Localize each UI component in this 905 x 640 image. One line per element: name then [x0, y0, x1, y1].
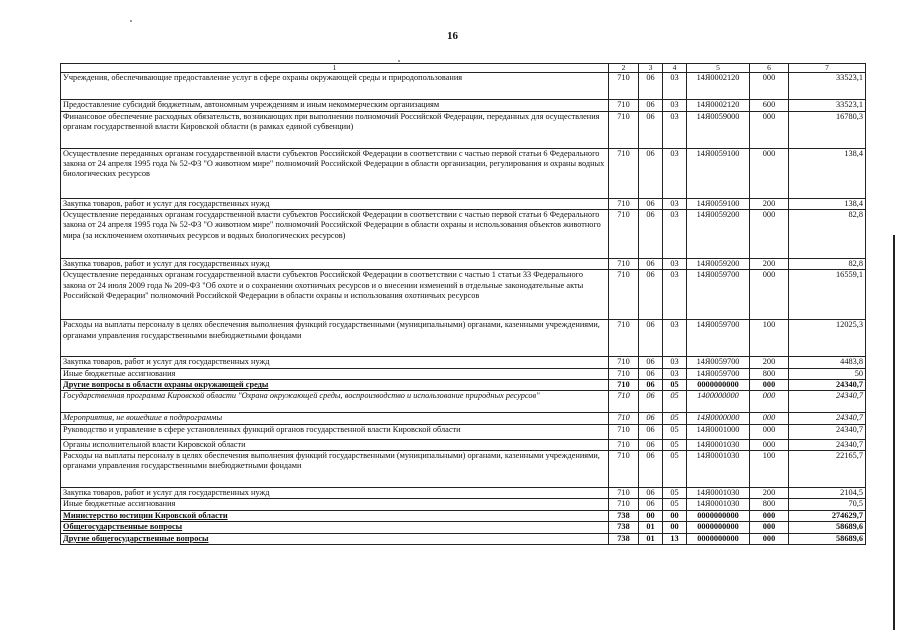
expense-type-cell: 200	[750, 357, 789, 368]
expense-type-cell: 200	[750, 198, 789, 209]
subsection-code-cell: 00	[663, 510, 687, 521]
scan-speck	[398, 60, 400, 62]
target-article-cell: 14Я0001030	[687, 488, 750, 499]
expense-name-cell: Осуществление переданных органам государственной власти субъектов Российской Федерации в соответствии с частью первой статьи 6 Федерального закона от 24 апреля 1995 года № 52-ФЗ "О животном мире" полномочий Российской Федерации в области организации, регулирования и охраны водных биологических ресурсов	[61, 148, 609, 198]
target-article-cell: 14Я0059200	[687, 209, 750, 258]
amount-cell: 16559,1	[789, 270, 866, 320]
table-row	[61, 270, 866, 320]
table-row	[61, 391, 866, 413]
expense-type-cell: 000	[750, 510, 789, 521]
target-article-cell: 14Я0059000	[687, 111, 750, 148]
target-article-cell: 14Я0002120	[687, 73, 750, 100]
admin-code-cell: 710	[609, 198, 639, 209]
table-row	[61, 73, 866, 100]
section-code-cell: 06	[639, 424, 663, 439]
section-code-cell: 06	[639, 100, 663, 111]
expense-name-cell: Другие общегосударственные вопросы	[61, 533, 609, 544]
expense-type-cell: 000	[750, 73, 789, 100]
amount-cell: 82,8	[789, 209, 866, 258]
expense-name-cell: Мероприятия, не вошедшие в подпрограммы	[61, 413, 609, 424]
table-row	[61, 488, 866, 499]
expense-type-cell: 000	[750, 209, 789, 258]
amount-cell: 24340,7	[789, 424, 866, 439]
table-row	[61, 413, 866, 424]
target-article-cell: 14Я0059200	[687, 258, 750, 269]
section-code-cell: 06	[639, 368, 663, 379]
expense-type-cell: 200	[750, 258, 789, 269]
column-header-2: 2	[609, 64, 639, 73]
subsection-code-cell: 03	[663, 73, 687, 100]
amount-cell: 4483,8	[789, 357, 866, 368]
subsection-code-cell: 03	[663, 209, 687, 258]
expense-name-cell: Учреждения, обеспечивающие предоставление услуг в сфере охраны окружающей среды и природопользования	[61, 73, 609, 100]
target-article-cell: 14Я0059700	[687, 357, 750, 368]
subsection-code-cell: 05	[663, 499, 687, 510]
target-article-cell: 14Я0001030	[687, 499, 750, 510]
expense-name-cell: Расходы на выплаты персоналу в целях обеспечения выполнения функций государственными (муниципальными) органами, казенными учреждениями, органами управления государственными внебюджетными фондами	[61, 320, 609, 357]
subsection-code-cell: 05	[663, 380, 687, 391]
table-row	[61, 148, 866, 198]
expense-name-cell: Закупка товаров, работ и услуг для государственных нужд	[61, 488, 609, 499]
column-header-7: 7	[789, 64, 866, 73]
amount-cell: 58689,6	[789, 522, 866, 533]
expense-name-cell: Закупка товаров, работ и услуг для государственных нужд	[61, 198, 609, 209]
amount-cell: 12025,3	[789, 320, 866, 357]
expense-type-cell: 000	[750, 522, 789, 533]
admin-code-cell: 710	[609, 368, 639, 379]
admin-code-cell: 738	[609, 533, 639, 544]
table-row	[61, 258, 866, 269]
expense-name-cell: Осуществление переданных органам государственной власти субъектов Российской Федерации в соответствии с частью первой статьи 6 Федерального закона от 24 апреля 1995 года № 52-ФЗ "О животном мире" полномочий Российской Федерации в области охраны и использования объектов животного мира (за исключением охотничьих ресурсов и водных биологических ресурсов)	[61, 209, 609, 258]
amount-cell: 274629,7	[789, 510, 866, 521]
section-code-cell: 06	[639, 73, 663, 100]
scan-edge-line	[893, 235, 895, 630]
expense-type-cell: 000	[750, 148, 789, 198]
target-article-cell: 0000000000	[687, 380, 750, 391]
subsection-code-cell: 03	[663, 368, 687, 379]
section-code-cell: 06	[639, 499, 663, 510]
expense-name-cell: Расходы на выплаты персоналу в целях обеспечения выполнения функций государственными (муниципальными) органами, казенными учреждениями, органами управления государственными внебюджетными фондами	[61, 451, 609, 488]
subsection-code-cell: 05	[663, 424, 687, 439]
amount-cell: 24340,7	[789, 380, 866, 391]
subsection-code-cell: 00	[663, 522, 687, 533]
expense-name-cell: Предоставление субсидий бюджетным, автономным учреждениям и иным некоммерческим организациям	[61, 100, 609, 111]
admin-code-cell: 710	[609, 258, 639, 269]
expense-type-cell: 000	[750, 413, 789, 424]
expense-name-cell: Государственная программа Кировской области "Охрана окружающей среды, воспроизводство и использование природных ресурсов"	[61, 391, 609, 413]
admin-code-cell: 710	[609, 73, 639, 100]
admin-code-cell: 710	[609, 209, 639, 258]
expense-type-cell: 800	[750, 368, 789, 379]
target-article-cell: 14Я0001030	[687, 451, 750, 488]
subsection-code-cell: 03	[663, 320, 687, 357]
admin-code-cell: 710	[609, 357, 639, 368]
table-row	[61, 380, 866, 391]
amount-cell: 33523,1	[789, 100, 866, 111]
admin-code-cell: 710	[609, 488, 639, 499]
expense-name-cell: Другие вопросы в области охраны окружающей среды	[61, 380, 609, 391]
column-number-row	[61, 64, 866, 73]
amount-cell: 24340,7	[789, 391, 866, 413]
section-code-cell: 06	[639, 209, 663, 258]
target-article-cell: 14Я0002120	[687, 100, 750, 111]
expense-type-cell: 600	[750, 100, 789, 111]
amount-cell: 2104,5	[789, 488, 866, 499]
expense-type-cell: 000	[750, 380, 789, 391]
expense-type-cell: 000	[750, 270, 789, 320]
target-article-cell: 0000000000	[687, 510, 750, 521]
admin-code-cell: 738	[609, 522, 639, 533]
subsection-code-cell: 03	[663, 111, 687, 148]
table-row	[61, 198, 866, 209]
target-article-cell: 14Я0059700	[687, 270, 750, 320]
subsection-code-cell: 05	[663, 439, 687, 450]
amount-cell: 24340,7	[789, 413, 866, 424]
section-code-cell: 01	[639, 533, 663, 544]
admin-code-cell: 710	[609, 451, 639, 488]
admin-code-cell: 710	[609, 424, 639, 439]
expense-type-cell: 000	[750, 111, 789, 148]
section-code-cell: 06	[639, 320, 663, 357]
expense-type-cell: 800	[750, 499, 789, 510]
admin-code-cell: 710	[609, 380, 639, 391]
budget-table-wrapper	[60, 63, 866, 545]
amount-cell: 33523,1	[789, 73, 866, 100]
expense-name-cell: Иные бюджетные ассигнования	[61, 499, 609, 510]
amount-cell: 58689,6	[789, 533, 866, 544]
admin-code-cell: 738	[609, 510, 639, 521]
admin-code-cell: 710	[609, 100, 639, 111]
table-row	[61, 510, 866, 521]
table-row	[61, 320, 866, 357]
budget-table-body	[61, 64, 866, 545]
subsection-code-cell: 03	[663, 258, 687, 269]
section-code-cell: 06	[639, 198, 663, 209]
expense-type-cell: 000	[750, 391, 789, 413]
table-row	[61, 424, 866, 439]
table-row	[61, 111, 866, 148]
target-article-cell: 14Я0059100	[687, 148, 750, 198]
target-article-cell: 0000000000	[687, 533, 750, 544]
target-article-cell: 1400000000	[687, 391, 750, 413]
column-header-6: 6	[750, 64, 789, 73]
expense-name-cell: Министерство юстиции Кировской области	[61, 510, 609, 521]
table-row	[61, 357, 866, 368]
subsection-code-cell: 05	[663, 451, 687, 488]
amount-cell: 70,5	[789, 499, 866, 510]
target-article-cell: 14Я0059100	[687, 198, 750, 209]
subsection-code-cell: 03	[663, 357, 687, 368]
expense-name-cell: Осуществление переданных органам государственной власти субъектов Российской Федерации в соответствии с частью 1 статьи 33 Федерального закона от 24 июля 2009 года № 209-ФЗ "Об охоте и о сохранении охотничьих ресурсов и о внесении изменений в отдельные законодательные акты Российской Федерации" полномочий Российской Федерации в области охраны и использования охотничьих ресурсов	[61, 270, 609, 320]
admin-code-cell: 710	[609, 270, 639, 320]
expense-type-cell: 000	[750, 424, 789, 439]
subsection-code-cell: 03	[663, 270, 687, 320]
scan-speck	[130, 20, 132, 22]
admin-code-cell: 710	[609, 499, 639, 510]
section-code-cell: 00	[639, 510, 663, 521]
section-code-cell: 06	[639, 413, 663, 424]
expense-type-cell: 000	[750, 533, 789, 544]
table-row	[61, 368, 866, 379]
admin-code-cell: 710	[609, 320, 639, 357]
section-code-cell: 06	[639, 451, 663, 488]
target-article-cell: 14Я0059700	[687, 368, 750, 379]
admin-code-cell: 710	[609, 439, 639, 450]
amount-cell: 22165,7	[789, 451, 866, 488]
amount-cell: 16780,3	[789, 111, 866, 148]
expense-type-cell: 100	[750, 451, 789, 488]
expense-name-cell: Органы исполнительной власти Кировской области	[61, 439, 609, 450]
section-code-cell: 06	[639, 357, 663, 368]
expense-name-cell: Закупка товаров, работ и услуг для государственных нужд	[61, 258, 609, 269]
table-row	[61, 100, 866, 111]
section-code-cell: 06	[639, 258, 663, 269]
subsection-code-cell: 03	[663, 198, 687, 209]
subsection-code-cell: 03	[663, 148, 687, 198]
amount-cell: 82,8	[789, 258, 866, 269]
column-header-1: 1	[61, 64, 609, 73]
admin-code-cell: 710	[609, 111, 639, 148]
column-header-3: 3	[639, 64, 663, 73]
table-row	[61, 533, 866, 544]
section-code-cell: 06	[639, 270, 663, 320]
section-code-cell: 06	[639, 391, 663, 413]
amount-cell: 50	[789, 368, 866, 379]
subsection-code-cell: 05	[663, 391, 687, 413]
table-row	[61, 451, 866, 488]
admin-code-cell: 710	[609, 148, 639, 198]
expense-name-cell: Финансовое обеспечение расходных обязательств, возникающих при выполнении полномочий Российской Федерации, переданных для осуществления органам государственной власти Кировской области (в рамках единой субвенции)	[61, 111, 609, 148]
expense-type-cell: 000	[750, 439, 789, 450]
budget-table	[60, 63, 866, 545]
subsection-code-cell: 03	[663, 100, 687, 111]
expense-type-cell: 200	[750, 488, 789, 499]
admin-code-cell: 710	[609, 413, 639, 424]
amount-cell: 24340,7	[789, 439, 866, 450]
subsection-code-cell: 13	[663, 533, 687, 544]
expense-name-cell: Руководство и управление в сфере установленных функций органов государственной власти Кировской области	[61, 424, 609, 439]
page-number: 16	[447, 30, 458, 42]
column-header-4: 4	[663, 64, 687, 73]
admin-code-cell: 710	[609, 391, 639, 413]
target-article-cell: 14Я0000000	[687, 413, 750, 424]
section-code-cell: 06	[639, 111, 663, 148]
expense-type-cell: 100	[750, 320, 789, 357]
section-code-cell: 06	[639, 148, 663, 198]
expense-name-cell: Иные бюджетные ассигнования	[61, 368, 609, 379]
section-code-cell: 06	[639, 439, 663, 450]
table-row	[61, 522, 866, 533]
expense-name-cell: Закупка товаров, работ и услуг для государственных нужд	[61, 357, 609, 368]
expense-name-cell: Общегосударственные вопросы	[61, 522, 609, 533]
section-code-cell: 01	[639, 522, 663, 533]
target-article-cell: 14Я0059700	[687, 320, 750, 357]
column-header-5: 5	[687, 64, 750, 73]
section-code-cell: 06	[639, 488, 663, 499]
target-article-cell: 14Я0001000	[687, 424, 750, 439]
amount-cell: 138,4	[789, 198, 866, 209]
table-row	[61, 439, 866, 450]
table-row	[61, 209, 866, 258]
table-row	[61, 499, 866, 510]
subsection-code-cell: 05	[663, 413, 687, 424]
section-code-cell: 06	[639, 380, 663, 391]
target-article-cell: 14Я0001030	[687, 439, 750, 450]
amount-cell: 138,4	[789, 148, 866, 198]
subsection-code-cell: 05	[663, 488, 687, 499]
target-article-cell: 0000000000	[687, 522, 750, 533]
